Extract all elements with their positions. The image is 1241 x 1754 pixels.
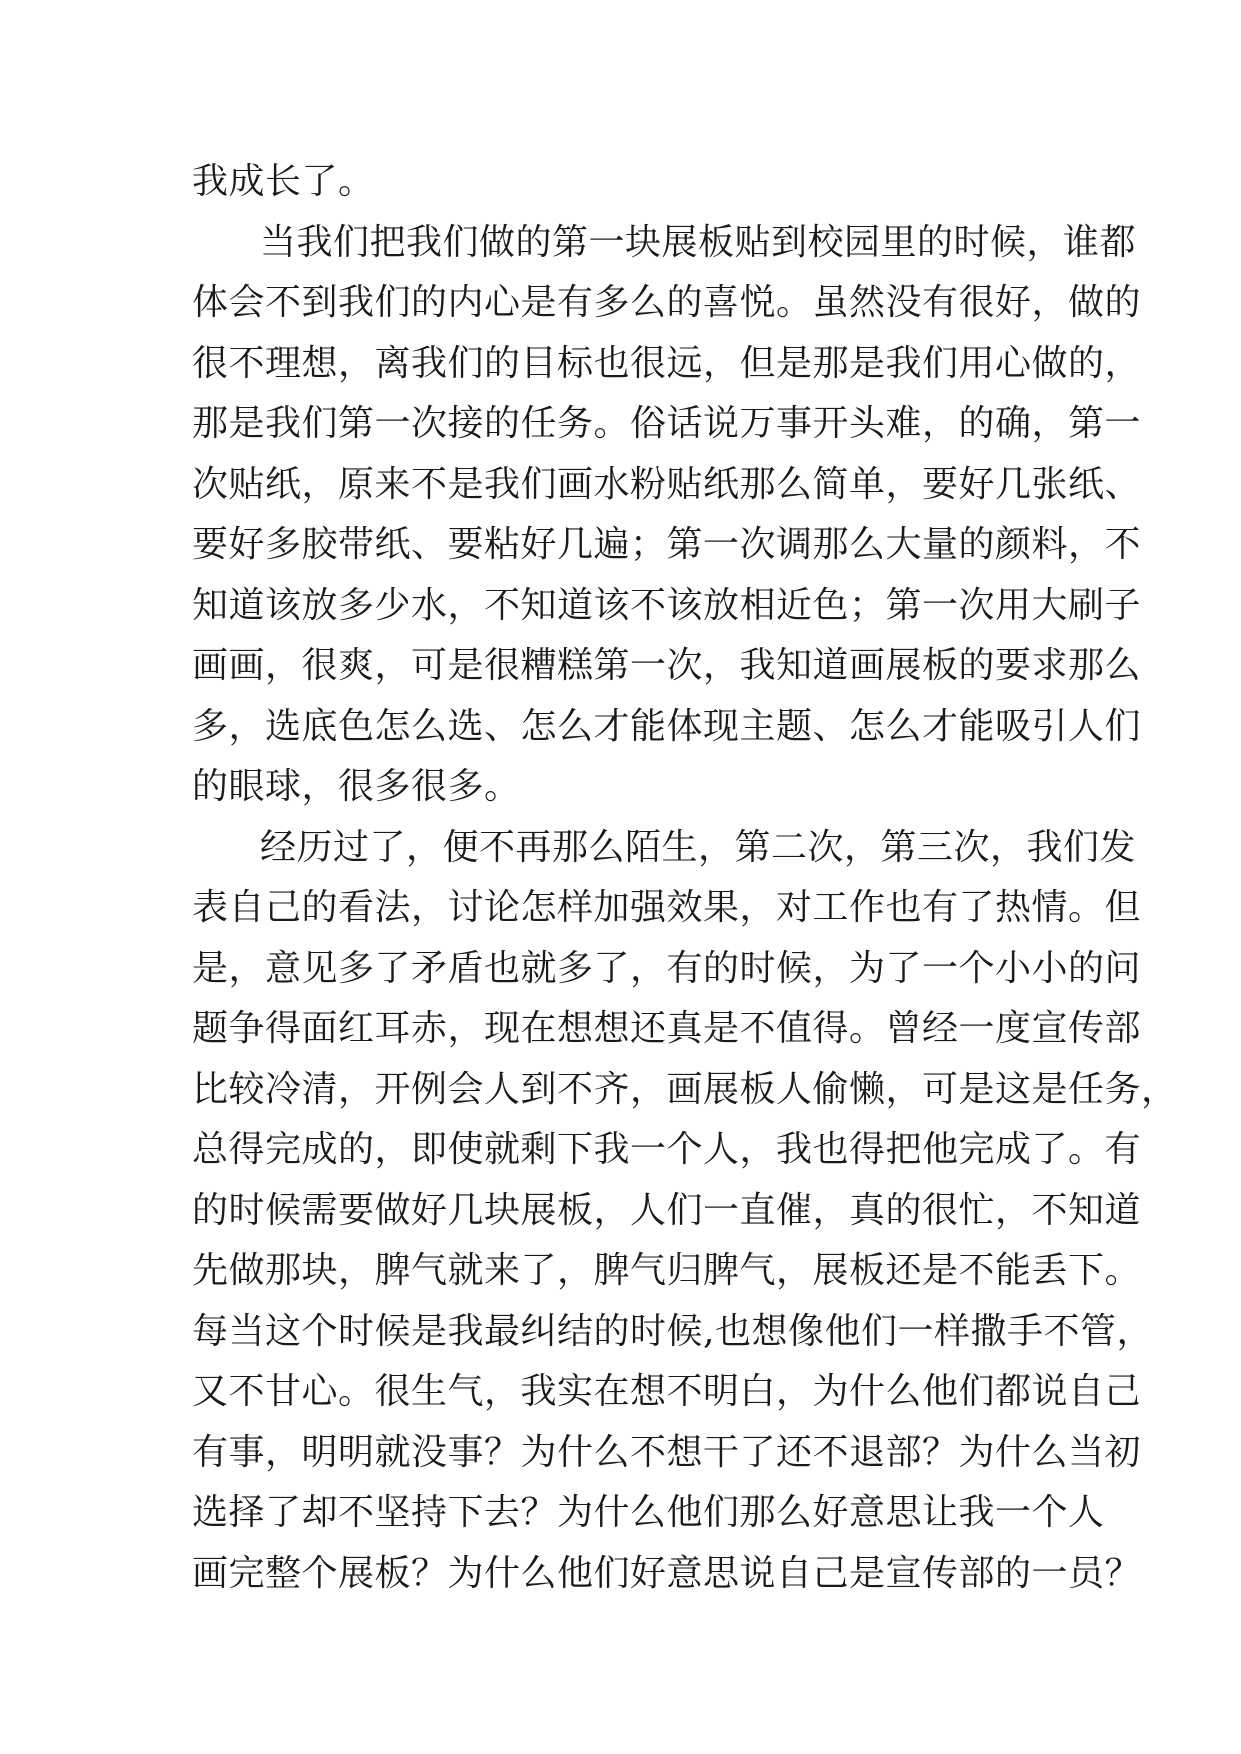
text-line: 比较冷清，开例会人到不齐，画展板人偷懒，可是这是任务， (192, 1068, 1178, 1110)
text-line: 有事，明明就没事？为什么不想干了还不退部？为什么当初 (192, 1431, 1142, 1473)
text-line: 画画，很爽，可是很糟糕第一次，我知道画展板的要求那么 (192, 645, 1142, 686)
text-line: 很不理想，离我们的目标也很远，但是那是我们用心做的， (192, 342, 1142, 384)
text-line: 又不甘心。很生气，我实在想不明白，为什么他们都说自己 (192, 1371, 1142, 1412)
text-line: 的眼球，很多很多。 (192, 766, 521, 807)
text-line: 每当这个时候是我最纠结的时候,也想像他们一样撒手不管， (192, 1310, 1153, 1352)
text-line: 题争得面红耳赤，现在想想还真是不值得。曾经一度宣传部 (192, 1008, 1142, 1049)
text-line: 体会不到我们的内心是有多么的喜悦。虽然没有很好，做的 (192, 282, 1142, 323)
text-line: 我成长了。 (192, 161, 375, 202)
text-line: 要好多胶带纸、要粘好几遍；第一次调那么大量的颜料，不 (192, 524, 1142, 565)
text-line: 先做那块，脾气就来了，脾气归脾气，展板还是不能丢下。 (192, 1250, 1142, 1291)
text-line: 是，意见多了矛盾也就多了，有的时候，为了一个小小的问 (192, 947, 1142, 989)
text-line: 选择了却不坚持下去？为什么他们那么好意思让我一个人 (192, 1492, 1105, 1533)
text-line: 那是我们第一次接的任务。俗话说万事开头难，的确，第一 (192, 403, 1142, 444)
text-line: 画完整个展板？为什么他们好意思说自己是宣传部的一员？ (192, 1552, 1142, 1594)
text-line: 知道该放多少水，不知道该不该放相近色；第一次用大刷子 (192, 584, 1142, 626)
text-line: 多，选底色怎么选、怎么才能体现主题、怎么才能吸引人们 (192, 705, 1142, 747)
text-line: 的时候需要做好几块展板，人们一直催，真的很忙，不知道 (192, 1189, 1142, 1231)
text-line: 总得完成的，即使就剩下我一个人，我也得把他完成了。有 (192, 1129, 1142, 1170)
text-line: 经历过了，便不再那么陌生，第二次，第三次，我们发 (260, 826, 1137, 868)
text-line: 次贴纸，原来不是我们画水粉贴纸那么简单，要好几张纸、 (192, 463, 1142, 505)
body-text (192, 152, 1178, 1604)
text-line: 表自己的看法，讨论怎样加强效果，对工作也有了热情。但 (192, 887, 1142, 928)
text-line: 当我们把我们做的第一块展板贴到校园里的时候，谁都 (260, 221, 1137, 263)
